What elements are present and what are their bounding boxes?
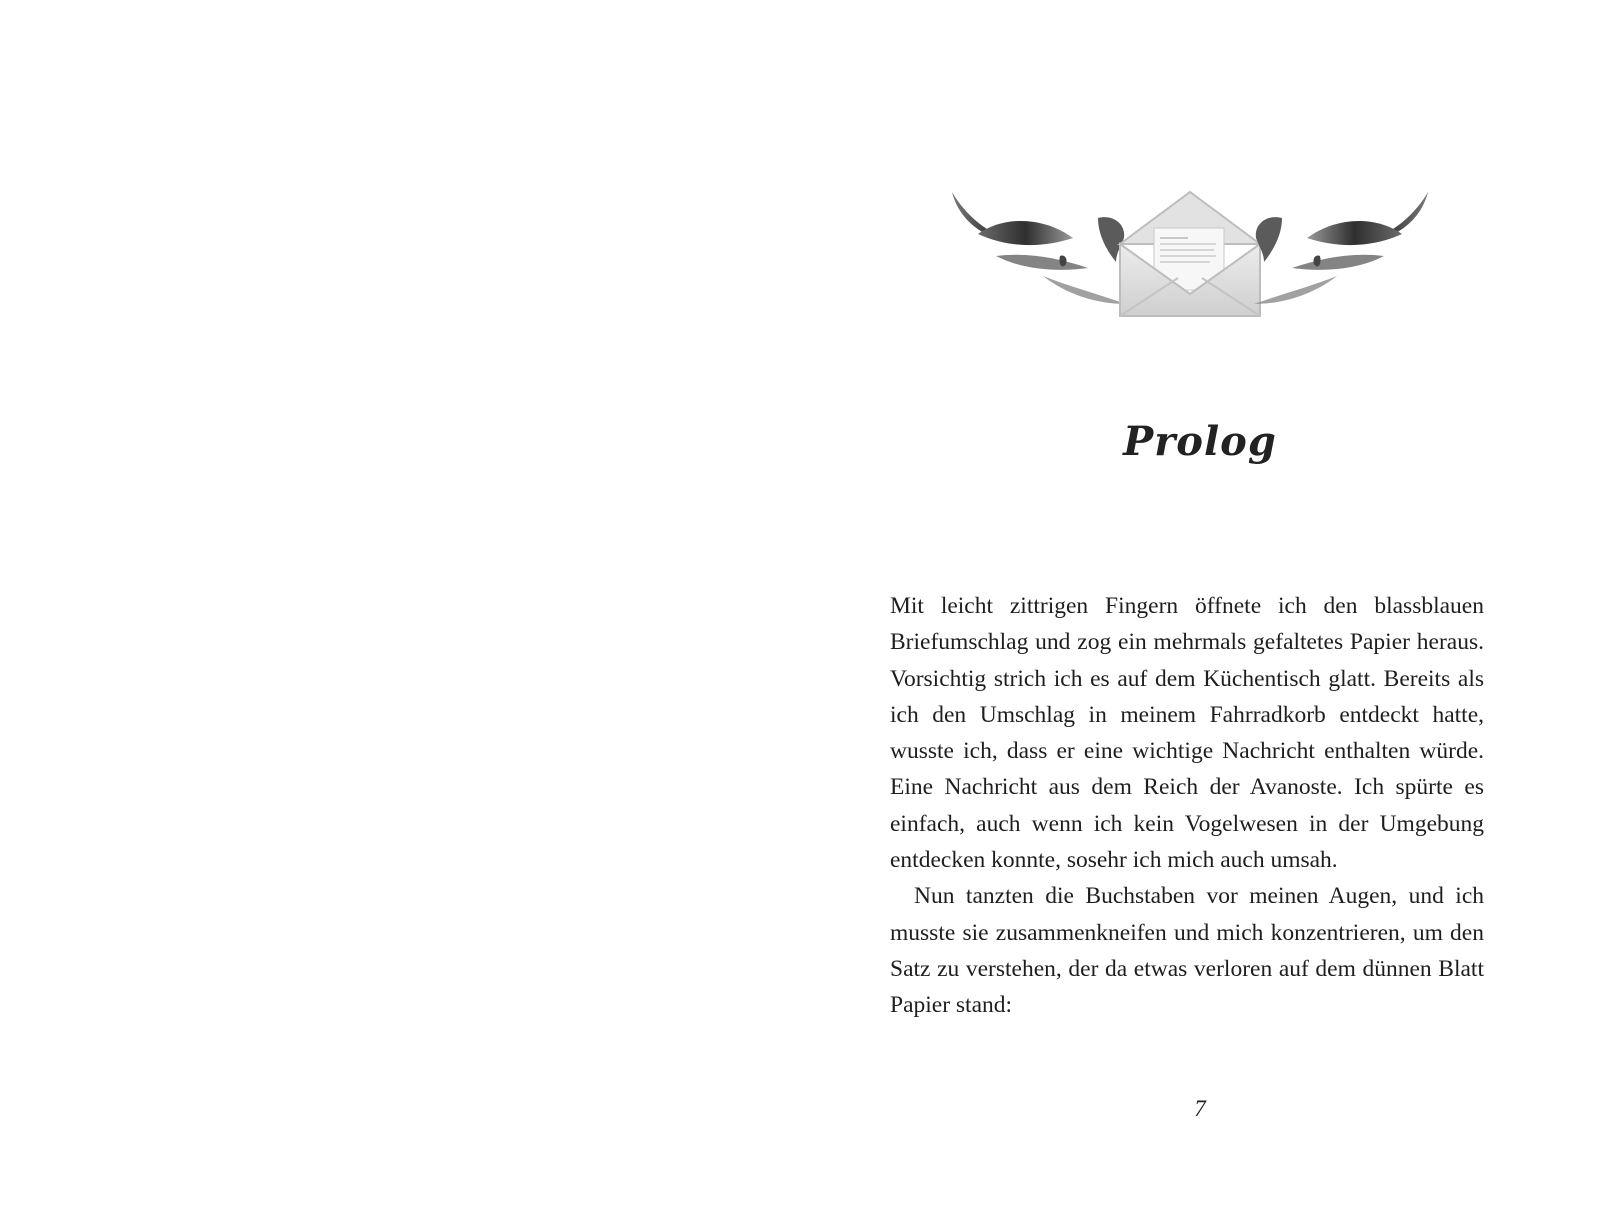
envelope-feathers-ornament — [948, 186, 1432, 326]
body-text — [890, 588, 1484, 1024]
left-feathers-icon — [952, 192, 1126, 304]
envelope-icon — [1120, 192, 1260, 316]
page-number: 7 — [1194, 1096, 1206, 1121]
paragraph: Nun tanzten die Buchstaben vor meinen Augen, und ich musste sie zusammenkneifen und mich konzentrieren, um den Satz zu verstehen, der da etwas verloren auf dem dünnen Blatt Papier stand: — [890, 883, 1484, 1019]
chapter-title: Prolog — [1123, 418, 1277, 465]
paragraph: Mit leicht zittrigen Fingern öffnete ich den blassblauen Briefumschlag und zog ein mehrmals gefaltetes Papier heraus. Vorsichtig strich ich es auf dem Küchentisch glatt. Bereits als ich den Umschlag in meinem Fahrradkorb entdeckt hatte, wusste ich, dass er eine wichtige Nachricht enthalten würde. Eine Nachricht aus dem Reich der Avanoste. Ich spürte es einfach, auch wenn ich kein Vogelwesen in der Umgebung entdecken konnte, sosehr ich mich auch umsah. — [890, 593, 1484, 874]
right-feathers-icon — [1254, 192, 1428, 304]
right-page — [800, 0, 1600, 1228]
